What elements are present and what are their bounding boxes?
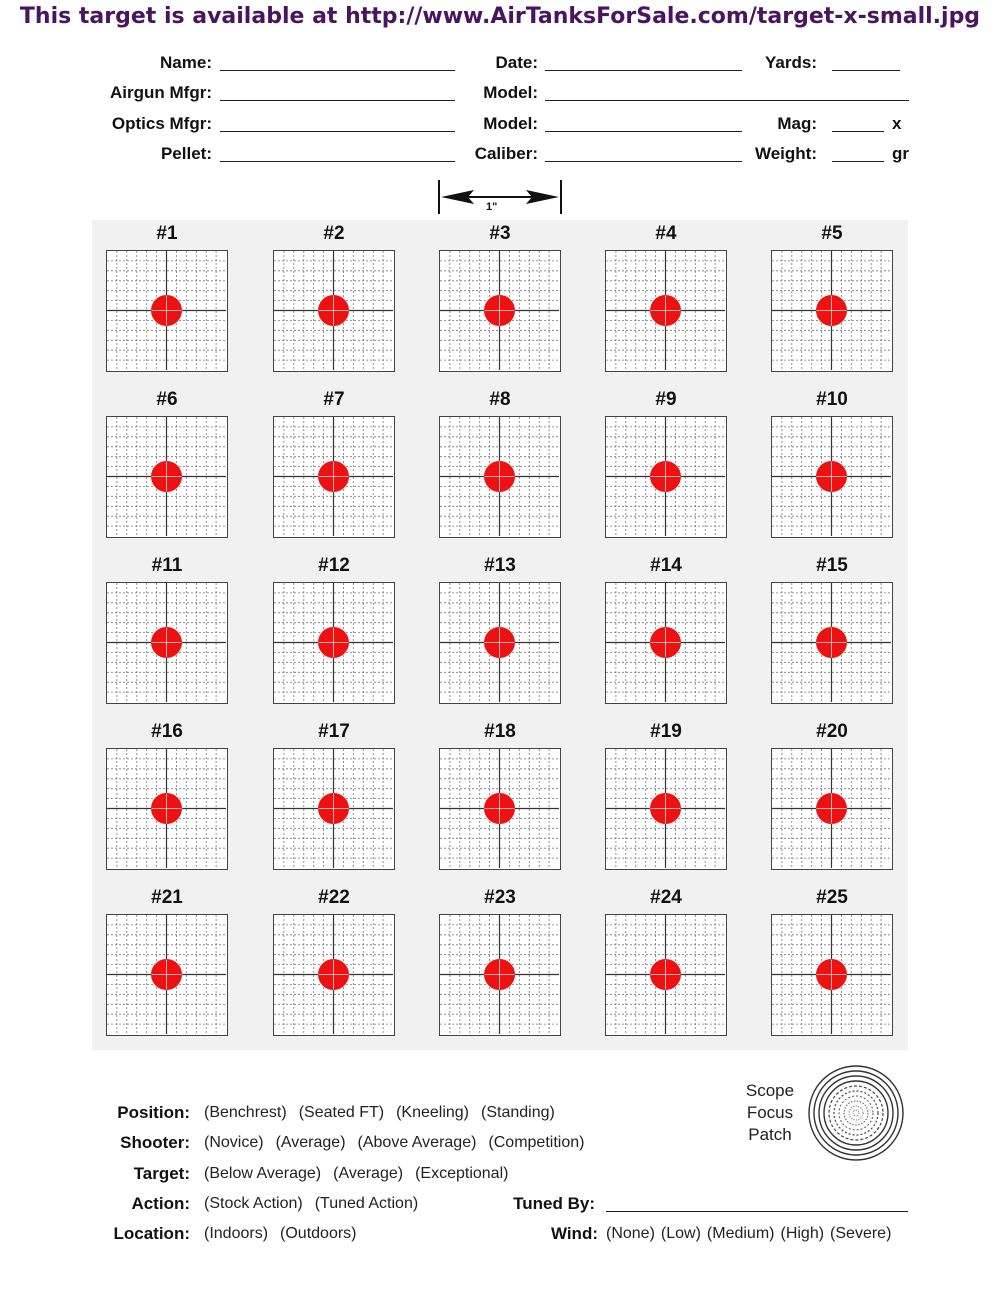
target-grid-lines — [772, 583, 891, 702]
position-option[interactable]: (Seated FT) — [298, 1104, 385, 1121]
target-number-label: #18 — [484, 721, 516, 742]
airgun-mfgr-label: Airgun Mfgr: — [110, 83, 212, 102]
location-option[interactable]: (Outdoors) — [280, 1225, 357, 1242]
shooter-option[interactable]: (Competition) — [488, 1134, 585, 1151]
position-option[interactable]: (Standing) — [481, 1104, 555, 1121]
target-grid-lines — [772, 417, 891, 536]
optics-model-field[interactable] — [545, 131, 742, 132]
target-number-label: #14 — [650, 555, 682, 576]
target-grid-lines — [107, 915, 226, 1034]
target-number-label: #5 — [821, 223, 843, 244]
shooter-option[interactable]: (Average) — [275, 1134, 346, 1151]
target-grid[interactable] — [605, 582, 727, 704]
mag-field[interactable] — [832, 131, 884, 132]
target-grid[interactable] — [439, 914, 561, 1036]
wind-option[interactable]: (Medium) — [706, 1225, 775, 1242]
shooter-option[interactable]: (Above Average) — [357, 1134, 477, 1151]
target-grid-lines — [274, 583, 393, 702]
optics-mfgr-field[interactable] — [220, 131, 455, 132]
optics-mfgr-label: Optics Mfgr: — [111, 114, 212, 133]
date-field[interactable] — [545, 70, 742, 71]
target-grid-lines — [772, 749, 891, 868]
wind-option[interactable]: (None) — [606, 1225, 655, 1242]
caliber-label: Caliber: — [474, 144, 538, 163]
position-options — [204, 1104, 567, 1122]
target-grid[interactable] — [605, 250, 727, 372]
target-grid[interactable] — [771, 250, 893, 372]
target-grid-lines — [107, 583, 226, 702]
banner-title: This target is available at http://www.AirTanksForSale.com/target-x-small.jpg — [19, 4, 981, 29]
target-grid-lines — [274, 251, 393, 370]
tuned-by-field[interactable] — [606, 1211, 908, 1212]
location-label: Location: — [113, 1224, 190, 1243]
scope-focus-patch-icon — [806, 1063, 906, 1163]
target-grid-lines — [274, 417, 393, 536]
airgun-model-label: Model: — [483, 83, 538, 102]
target-grid[interactable] — [273, 250, 395, 372]
location-option[interactable]: (Indoors) — [204, 1225, 269, 1242]
date-label: Date: — [495, 53, 538, 72]
shooter-label: Shooter: — [120, 1133, 190, 1152]
target-number-label: #7 — [323, 389, 345, 410]
airgun-mfgr-field[interactable] — [220, 100, 455, 101]
target-grid[interactable] — [106, 416, 228, 538]
target-quality-option[interactable]: (Average) — [333, 1165, 404, 1182]
target-grid-lines — [274, 749, 393, 868]
target-number-label: #17 — [318, 721, 350, 742]
target-number-label: #22 — [318, 887, 350, 908]
target-quality-options — [204, 1165, 520, 1183]
target-grid[interactable] — [273, 416, 395, 538]
action-options — [204, 1195, 430, 1213]
weight-field[interactable] — [832, 161, 884, 162]
scope-focus-label — [730, 1080, 810, 1146]
target-grid[interactable] — [106, 748, 228, 870]
yards-label: Yards: — [765, 53, 817, 72]
pellet-field[interactable] — [220, 161, 455, 162]
wind-option[interactable]: (Severe) — [830, 1225, 892, 1242]
target-number-label: #3 — [489, 223, 511, 244]
position-option[interactable]: (Kneeling) — [396, 1104, 469, 1121]
target-number-label: #1 — [156, 223, 178, 244]
target-number-label: #8 — [489, 389, 511, 410]
target-grid[interactable] — [605, 748, 727, 870]
action-label: Action: — [131, 1194, 190, 1213]
target-grid-lines — [606, 417, 725, 536]
scope-label-line: Focus — [746, 1103, 794, 1122]
position-label: Position: — [117, 1103, 190, 1122]
target-grid-lines — [606, 251, 725, 370]
target-grid[interactable] — [605, 416, 727, 538]
target-number-label: #25 — [816, 887, 848, 908]
target-number-label: #15 — [816, 555, 848, 576]
target-grid[interactable] — [439, 416, 561, 538]
target-grid-lines — [772, 915, 891, 1034]
target-grid-lines — [440, 251, 559, 370]
target-grid[interactable] — [439, 748, 561, 870]
target-grid[interactable] — [771, 748, 893, 870]
target-number-label: #2 — [323, 223, 345, 244]
target-grid[interactable] — [771, 914, 893, 1036]
target-number-label: #20 — [816, 721, 848, 742]
mag-unit: x — [892, 114, 902, 133]
target-quality-option[interactable]: (Exceptional) — [415, 1165, 509, 1182]
one-inch-scale-icon — [438, 180, 562, 214]
target-grid-lines — [107, 417, 226, 536]
target-grid-lines — [606, 749, 725, 868]
target-number-label: #19 — [650, 721, 682, 742]
target-grid-lines — [440, 749, 559, 868]
weight-unit: gr — [892, 144, 909, 163]
target-number-label: #13 — [484, 555, 516, 576]
optics-model-label: Model: — [483, 114, 538, 133]
target-grid[interactable] — [106, 914, 228, 1036]
target-grid-lines — [440, 583, 559, 702]
action-option[interactable]: (Stock Action) — [204, 1195, 303, 1212]
target-grid[interactable] — [273, 582, 395, 704]
wind-label: Wind: — [550, 1224, 598, 1243]
tuned-by-label: Tuned By: — [513, 1194, 595, 1213]
one-inch-label: 1" — [486, 201, 498, 213]
target-grid-lines — [440, 915, 559, 1034]
mag-label: Mag: — [777, 114, 817, 133]
scope-label-line: Scope — [745, 1081, 795, 1100]
target-number-label: #10 — [816, 389, 848, 410]
target-grid-lines — [606, 915, 725, 1034]
wind-option[interactable]: (Low) — [660, 1225, 701, 1242]
target-number-label: #24 — [650, 887, 682, 908]
position-option[interactable]: (Benchrest) — [204, 1104, 287, 1121]
target-grid-lines — [606, 583, 725, 702]
target-number-label: #11 — [151, 555, 183, 576]
target-number-label: #12 — [318, 555, 350, 576]
target-grid[interactable] — [605, 914, 727, 1036]
target-grid[interactable] — [771, 582, 893, 704]
target-number-label: #4 — [655, 223, 677, 244]
target-quality-option[interactable]: (Below Average) — [204, 1165, 322, 1182]
pellet-label: Pellet: — [160, 144, 212, 163]
shooter-option[interactable]: (Novice) — [204, 1134, 264, 1151]
target-grid[interactable] — [106, 250, 228, 372]
weight-label: Weight: — [754, 144, 817, 163]
wind-option[interactable]: (High) — [780, 1225, 825, 1242]
target-grid-lines — [772, 251, 891, 370]
scope-label-line: Patch — [748, 1125, 792, 1144]
target-number-label: #9 — [655, 389, 677, 410]
target-quality-label: Target: — [133, 1164, 190, 1183]
target-grid-lines — [440, 417, 559, 536]
shooter-options — [204, 1134, 596, 1152]
action-option[interactable]: (Tuned Action) — [314, 1195, 419, 1212]
location-options — [204, 1225, 369, 1243]
wind-options — [606, 1225, 891, 1243]
target-grid[interactable] — [439, 250, 561, 372]
target-number-label: #21 — [151, 887, 183, 908]
target-number-label: #23 — [484, 887, 516, 908]
name-field[interactable] — [220, 70, 455, 71]
target-grid[interactable] — [273, 748, 395, 870]
target-grid[interactable] — [106, 582, 228, 704]
name-label: Name: — [160, 53, 212, 72]
target-grid[interactable] — [273, 914, 395, 1036]
target-panel — [92, 220, 908, 1050]
target-grid[interactable] — [771, 416, 893, 538]
caliber-field[interactable] — [545, 161, 742, 162]
target-grid-lines — [107, 251, 226, 370]
target-grid-lines — [274, 915, 393, 1034]
target-number-label: #6 — [156, 389, 178, 410]
target-grid[interactable] — [439, 582, 561, 704]
airgun-model-field[interactable] — [545, 100, 909, 101]
yards-field[interactable] — [832, 70, 900, 71]
target-number-label: #16 — [151, 721, 183, 742]
target-grid-lines — [107, 749, 226, 868]
